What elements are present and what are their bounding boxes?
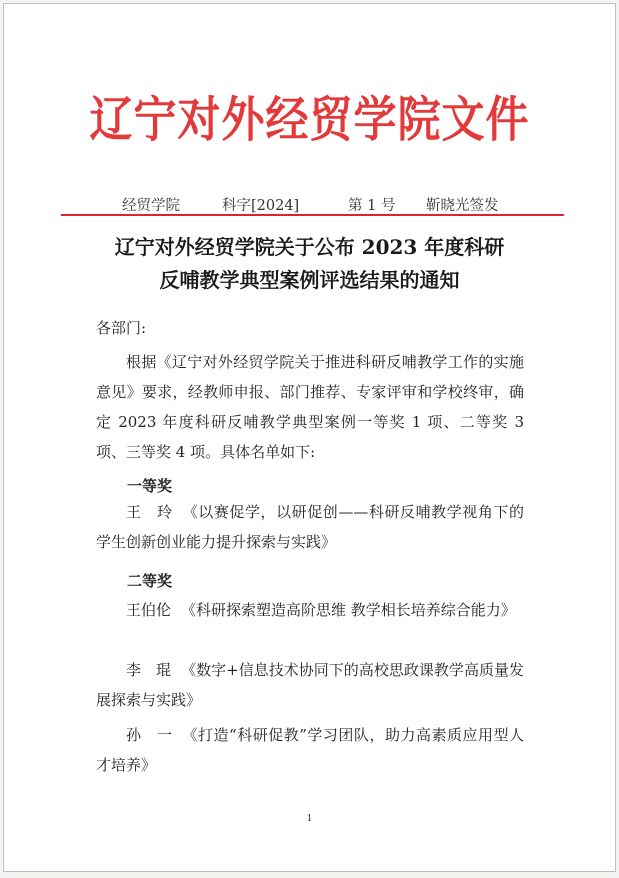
issue-dept: 经贸学院 (122, 198, 180, 214)
entry-title: 《数字+信息技术协同下的高校思政课教学高质量发展探索与实践》 (96, 661, 524, 709)
red-divider (61, 214, 564, 216)
second-prize-heading: 二等奖 (127, 572, 173, 590)
issue-seq: 第 1 号 (348, 198, 396, 214)
second-prize-entry-2 (96, 655, 524, 715)
second-prize-entry-1 (96, 595, 524, 625)
page-number: 1 (306, 814, 313, 824)
title-line-1: 辽宁对外经贸学院关于公布 2023 年度科研 (114, 235, 505, 259)
entry-title: 《以赛促学，以研促创——科研反哺教学视角下的学生创新创业能力提升探索与实践》 (96, 503, 524, 551)
entry-title: 《科研探索塑造高阶思维 教学相长培养综合能力》 (181, 601, 516, 619)
entry-name: 孙 一 (126, 726, 173, 744)
entry-name: 王 玲 (126, 503, 173, 521)
issue-signer: 靳晓光签发 (426, 198, 499, 214)
issue-number: 科字[2024] (222, 198, 300, 214)
entry-name: 李 琨 (126, 661, 172, 679)
document-page (3, 3, 616, 872)
masthead-title: 辽宁对外经贸学院文件 (89, 92, 530, 149)
first-prize-entry-1 (96, 497, 524, 557)
second-prize-entry-3 (96, 720, 524, 780)
document-title (64, 231, 555, 297)
issue-line (122, 194, 499, 215)
entry-title: 《打造“科研促教”学习团队，助力高素质应用型人才培养》 (96, 726, 524, 774)
first-prize-heading: 一等奖 (127, 477, 173, 495)
addressee: 各部门: (96, 319, 147, 337)
body-paragraph: 根据《辽宁对外经贸学院关于推进科研反哺教学工作的实施意见》要求，经教师申报、部门推荐、专家评审和学校终审，确定 2023 年度科研反哺教学典型案例一等奖 1 项、二等奖 3 项、三等奖 4 项。具体名单如下: (96, 353, 524, 461)
entry-name: 王伯伦 (126, 601, 172, 619)
title-line-2: 反哺教学典型案例评选结果的通知 (159, 268, 460, 292)
